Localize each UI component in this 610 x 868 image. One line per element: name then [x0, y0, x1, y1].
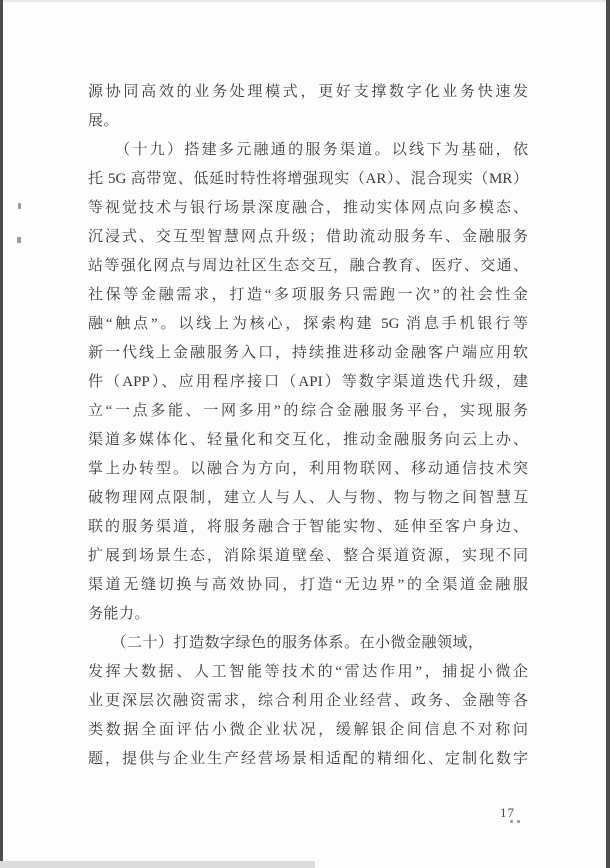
text-line: 源协同高效的业务处理模式，更好支撑数字化业务快速发: [88, 84, 528, 100]
text-line: 站等强化网点与周边社区生态交互，融合教育、医疗、交通、: [88, 258, 528, 274]
text-line: 破物理网点限制，建立人与人、人与物、物与物之间智慧互: [88, 490, 528, 506]
scan-top-edge: [0, 0, 610, 2]
text-line: 掌上办转型。以融合为方向，利用物联网、移动通信技术突: [88, 461, 528, 477]
text-line: 发挥大数据、人工智能等技术的“雷达作用”，捕捉小微企: [88, 664, 528, 680]
text-line: 融“触点”。以线上为核心，探索构建 5G 消息手机银行等: [88, 316, 528, 332]
scan-speck: [18, 203, 21, 209]
document-text-block: [88, 78, 528, 774]
text-line: 沉浸式、交互型智慧网点升级；借助流动服务车、金融服务: [88, 229, 528, 245]
text-line: 扩展到场景生态，消除渠道壁垒、整合渠道资源，实现不同: [88, 548, 528, 564]
scan-bottom-strip: [0, 861, 315, 868]
text-line: 展。: [88, 113, 120, 129]
text-line: 题，提供与企业生产经营场景相适配的精细化、定制化数字: [88, 751, 528, 767]
text-line: 新一代线上金融服务入口，持续推进移动金融客户端应用软: [88, 345, 528, 361]
text-line: 联的服务渠道，将服务融合于智能实物、延伸至客户身边、: [88, 519, 528, 535]
text-line: 社保等金融需求，打造“多项服务只需跑一次”的社会性金: [88, 287, 528, 303]
page-number: 17: [500, 805, 515, 820]
text-line: （二十）打造数字绿色的服务体系。在小微金融领域，: [88, 635, 484, 651]
text-line: 务能力。: [88, 606, 151, 622]
text-line: 托 5G 高带宽、低延时特性将增强现实（AR）、混合现实（MR）: [88, 171, 528, 187]
text-line: 立“一点多能、一网多用”的综合金融服务平台，实现服务: [88, 403, 528, 419]
text-line: 渠道无缝切换与高效协同，打造“无边界”的全渠道金融服: [88, 577, 528, 593]
scan-edge-right: [606, 0, 610, 868]
text-line: 渠道多媒体化、轻量化和交互化，推动金融服务向云上办、: [88, 432, 528, 448]
text-line: 类数据全面评估小微企业状况，缓解银企间信息不对称问: [88, 722, 528, 738]
scan-speck: [17, 237, 21, 243]
text-line: 业更深层次融资需求，综合利用企业经营、政务、金融等各: [88, 693, 528, 709]
scan-speck: [517, 820, 520, 823]
text-line: 等视觉技术与银行场景深度融合，推动实体网点向多模态、: [88, 200, 528, 216]
text-line: 件（APP）、应用程序接口（API）等数字渠道迭代升级，建: [88, 374, 528, 390]
text-line: （十九）搭建多元融通的服务渠道。以线下为基础，依: [88, 142, 528, 158]
scan-edge-left: [0, 0, 3, 861]
